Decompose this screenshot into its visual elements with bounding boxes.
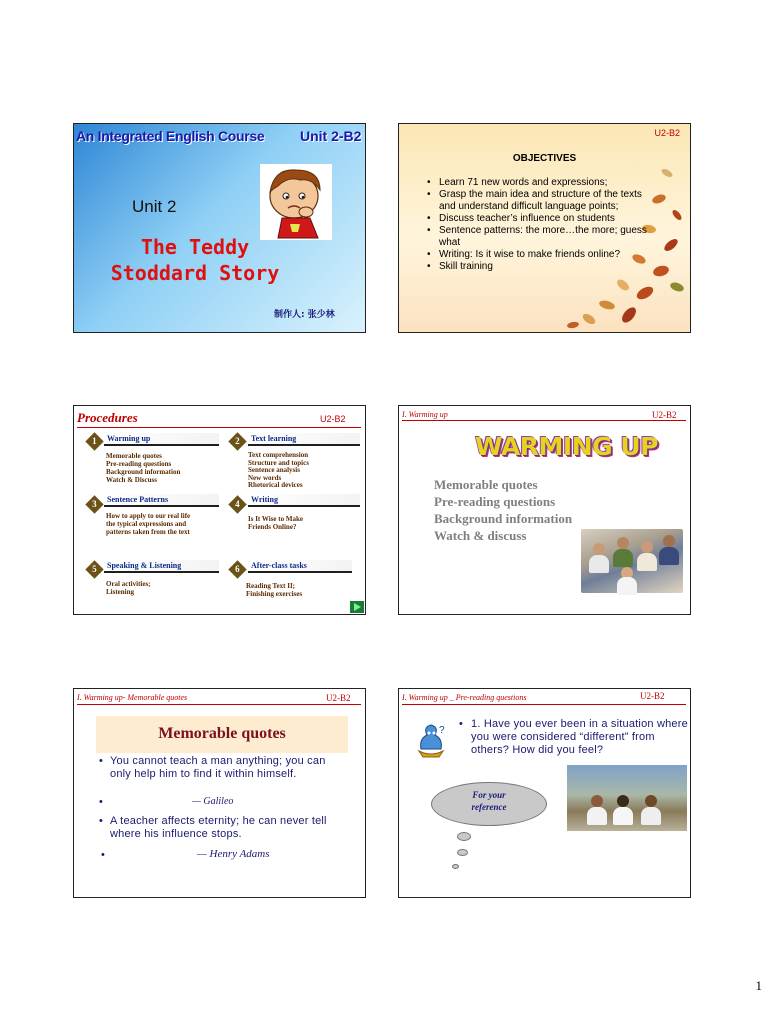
list-item: • Discuss teacher’s influence on students xyxy=(427,213,657,225)
list-item: • Learn 71 new words and expressions; xyxy=(427,177,657,189)
list-item: Memorable quotes xyxy=(434,477,538,492)
unit-tag: U2-B2 xyxy=(654,128,680,138)
step-number-badge: 1 xyxy=(85,432,103,450)
step-number-badge: 6 xyxy=(228,560,246,578)
list-item: • Sentence patterns: the more…the more; guess what xyxy=(427,225,657,249)
section-after-class-tasks[interactable]: After-class tasks xyxy=(248,560,352,573)
section-warming-up-topics: Memorable quotes Pre-reading questions Background information Watch & Discuss xyxy=(106,452,181,484)
slide-objectives xyxy=(398,123,691,333)
slide-warming-up xyxy=(398,405,691,615)
breadcrumb: I. Warming up xyxy=(402,410,448,419)
breadcrumb: I. Warming up- Memorable quotes xyxy=(77,693,188,702)
section-text-learning[interactable]: Text learning xyxy=(248,433,360,446)
memorable-quotes-heading: Memorable quotes xyxy=(158,725,286,742)
play-icon[interactable] xyxy=(350,601,364,613)
section-sentence-patterns-topics: How to apply to our real life the typical expressions and patterns taken from the text xyxy=(106,512,191,536)
story-title xyxy=(90,234,300,286)
quote-attribution-galileo: — Galileo xyxy=(192,796,234,807)
genie-lamp-icon xyxy=(413,721,449,761)
step-number-badge: 5 xyxy=(85,560,103,578)
warming-up-items xyxy=(434,476,572,544)
unit-tag: U2-B2 xyxy=(320,414,346,424)
section-text-learning-topics: Text comprehension Structure and topics Sentence analysis New words Rhetorical devices xyxy=(248,451,309,489)
slide-procedures xyxy=(73,405,366,615)
unit-tag: U2-B2 xyxy=(652,410,677,420)
divider xyxy=(402,704,686,705)
divider xyxy=(402,420,686,421)
step-number-badge: 2 xyxy=(228,432,246,450)
course-title: An Integrated English Course xyxy=(76,128,265,144)
warming-up-heading: WARMING UP xyxy=(475,432,659,461)
page-number: 1 xyxy=(755,978,762,993)
unit-tag: U2-B2 xyxy=(326,693,351,703)
thinking-boy-illustration xyxy=(260,164,332,240)
author-credit: 制作人: 张少林 xyxy=(274,310,335,320)
divider xyxy=(77,427,361,428)
quote-henry-adams: A teacher affects eternity; he can never tell where his influence stops. xyxy=(110,815,327,840)
slide-pre-reading-questions: I. Warming up _ Pre-reading questions U2-B2 ? • 1. Have you ever been in a situation where you were considered “different” from others? How did you feel? For your reference xyxy=(398,688,691,898)
objectives-list xyxy=(427,177,657,273)
section-speaking-listening-topics: Oral activities; Listening xyxy=(106,580,151,596)
list-item: Pre-reading questions xyxy=(434,494,556,509)
list-item: • Skill training xyxy=(427,261,657,273)
section-warming-up[interactable]: Warming up xyxy=(104,433,219,446)
story-title-line1: The Teddy xyxy=(140,235,250,259)
cloud-label: For your reference xyxy=(471,790,507,812)
section-writing[interactable]: Writing xyxy=(248,494,360,507)
unit-tag: U2-B2 xyxy=(640,691,665,701)
step-number-badge: 3 xyxy=(85,495,103,513)
slide-title xyxy=(73,123,366,333)
story-title-line2: Stoddard Story xyxy=(110,261,280,285)
section-writing-topics: Is It Wise to Make Friends Online? xyxy=(248,515,303,531)
breadcrumb: I. Warming up _ Pre-reading questions xyxy=(402,693,527,702)
unit-code: Unit 2-B2 xyxy=(300,128,362,144)
list-item: Background information xyxy=(434,511,573,526)
quote-attribution-henry-adams: — Henry Adams xyxy=(197,848,270,860)
students-group-photo xyxy=(567,765,687,831)
divider xyxy=(77,704,361,705)
slide-memorable-quotes: I. Warming up- Memorable quotes U2-B2 Memorable quotes • You cannot teach a man anything; you can only help him to find it within himself. • — Galileo • A teacher affects eternity; he can never tell where his influence stops. • — Henry Adams xyxy=(73,688,366,898)
section-sentence-patterns[interactable]: Sentence Patterns xyxy=(104,494,219,507)
pre-reading-question: 1. Have you ever been in a situation where you were considered “different” from others? How did you feel? xyxy=(471,718,688,756)
section-speaking-listening[interactable]: Speaking & Listening xyxy=(104,560,219,573)
list-item: • Writing: Is it wise to make friends online? xyxy=(427,249,657,261)
step-number-badge: 4 xyxy=(228,495,246,513)
unit-label: Unit 2 xyxy=(132,197,177,216)
section-after-class-topics: Reading Text II; Finishing exercises xyxy=(246,582,303,598)
procedures-title: Procedures xyxy=(77,410,138,425)
quote-galileo: You cannot teach a man anything; you can only help him to find it within himself. xyxy=(110,755,326,780)
students-photo xyxy=(581,529,683,593)
list-item: • Grasp the main idea and structure of the texts and understand difficult language points; xyxy=(427,189,657,213)
list-item: Watch & discuss xyxy=(434,528,527,543)
svg-text:?: ? xyxy=(439,725,445,736)
objectives-heading: OBJECTIVES xyxy=(512,153,577,164)
